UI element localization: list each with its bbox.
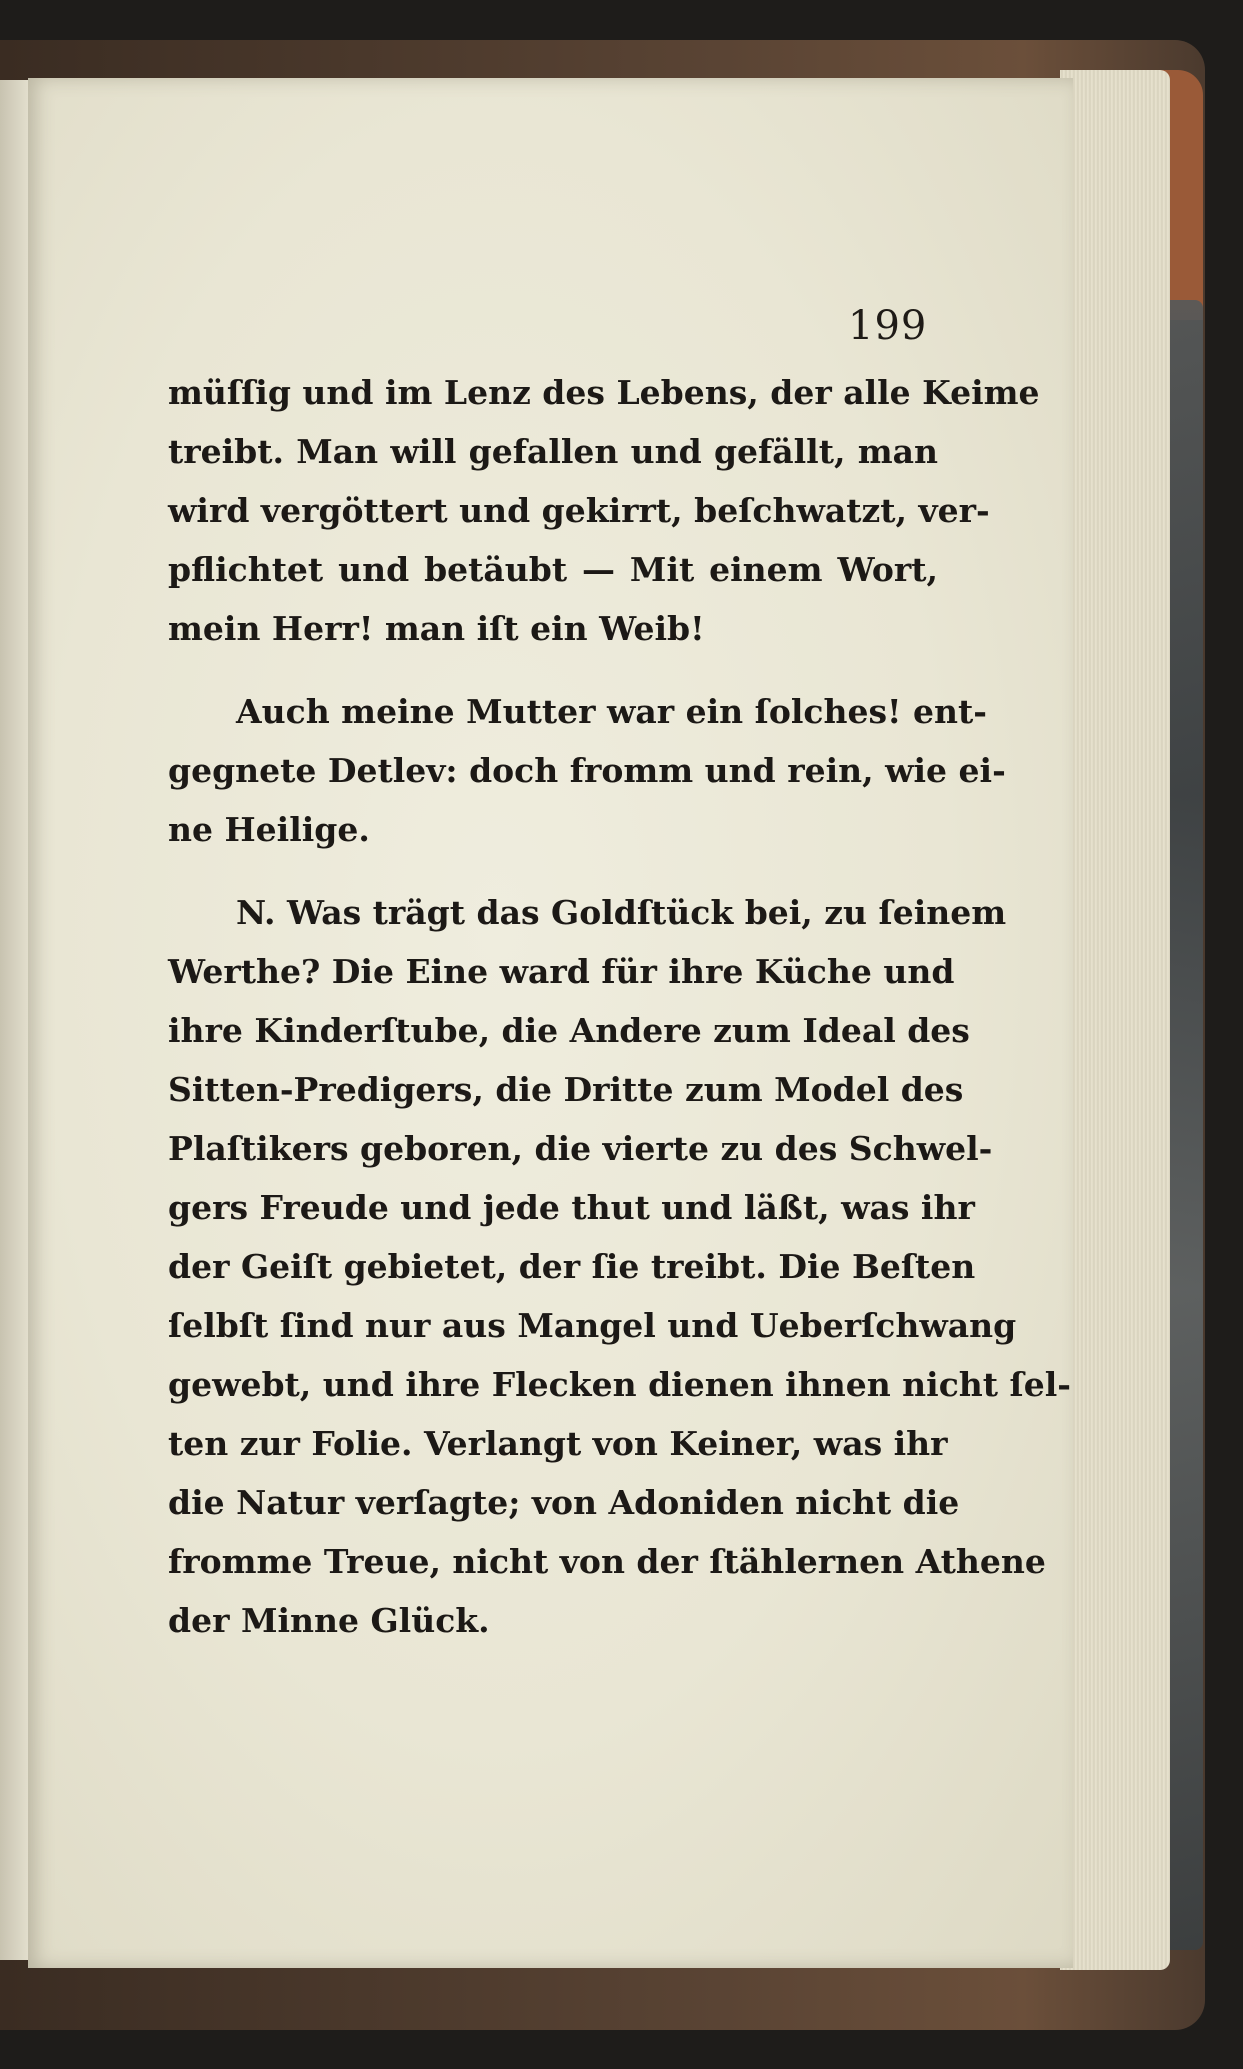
text-line: Sitten-Predigers, die Dritte zum Model des — [168, 1070, 964, 1109]
text-line: treibt. Man will gefallen und gefällt, man — [168, 432, 938, 471]
text-line: ſelbſt ſind nur aus Mangel und Ueberſchwang — [168, 1306, 1017, 1345]
facing-page-edge — [0, 80, 30, 1960]
text-line: mein Herr! man iſt ein Weib! — [168, 609, 705, 648]
text-line: ihre Kinderſtube, die Andere zum Ideal des — [168, 1011, 970, 1050]
text-line: ne Heilige. — [168, 810, 370, 849]
text-line: müſſig und im Lenz des Lebens, der alle Keime — [168, 373, 1040, 412]
text-line: gewebt, und ihre Flecken dienen ihnen nicht ſel- — [168, 1365, 1071, 1404]
text-line: Plaſtikers geboren, die vierte zu des Schwel- — [168, 1129, 993, 1168]
paragraph-1 — [168, 363, 1040, 658]
text-line: der Geiſt gebietet, der ſie treibt. Die Beſten — [168, 1247, 976, 1286]
text-line: der Minne Glück. — [168, 1601, 490, 1640]
page-number: 199 — [848, 303, 928, 349]
paragraph-3 — [168, 883, 1071, 1650]
text-line: gers Freude und jede thut und läßt, was ihr — [168, 1188, 975, 1227]
text-line: wird vergöttert und gekirrt, beſchwatzt, ver- — [168, 491, 990, 530]
text-line: fromme Treue, nicht von der ſtählernen Athene — [168, 1542, 1046, 1581]
text-line: Werthe? Die Eine ward für ihre Küche und — [168, 952, 955, 991]
page-edges — [1060, 70, 1170, 1970]
text-line: N. Was trägt das Goldſtück bei, zu ſeinem — [236, 893, 1007, 932]
text-line: ten zur Folie. Verlangt von Keiner, was ihr — [168, 1424, 948, 1463]
text-line: pflichtet und betäubt — Mit einem Wort, — [168, 550, 938, 589]
text-line: gegnete Detlev: doch fromm und rein, wie ei- — [168, 751, 1006, 790]
paragraph-2 — [168, 682, 1006, 859]
text-line: die Natur verſagte; von Adoniden nicht die — [168, 1483, 960, 1522]
text-line: Auch meine Mutter war ein ſolches! ent- — [236, 692, 987, 731]
page-text — [168, 363, 1071, 1674]
book-page — [28, 78, 1073, 1968]
